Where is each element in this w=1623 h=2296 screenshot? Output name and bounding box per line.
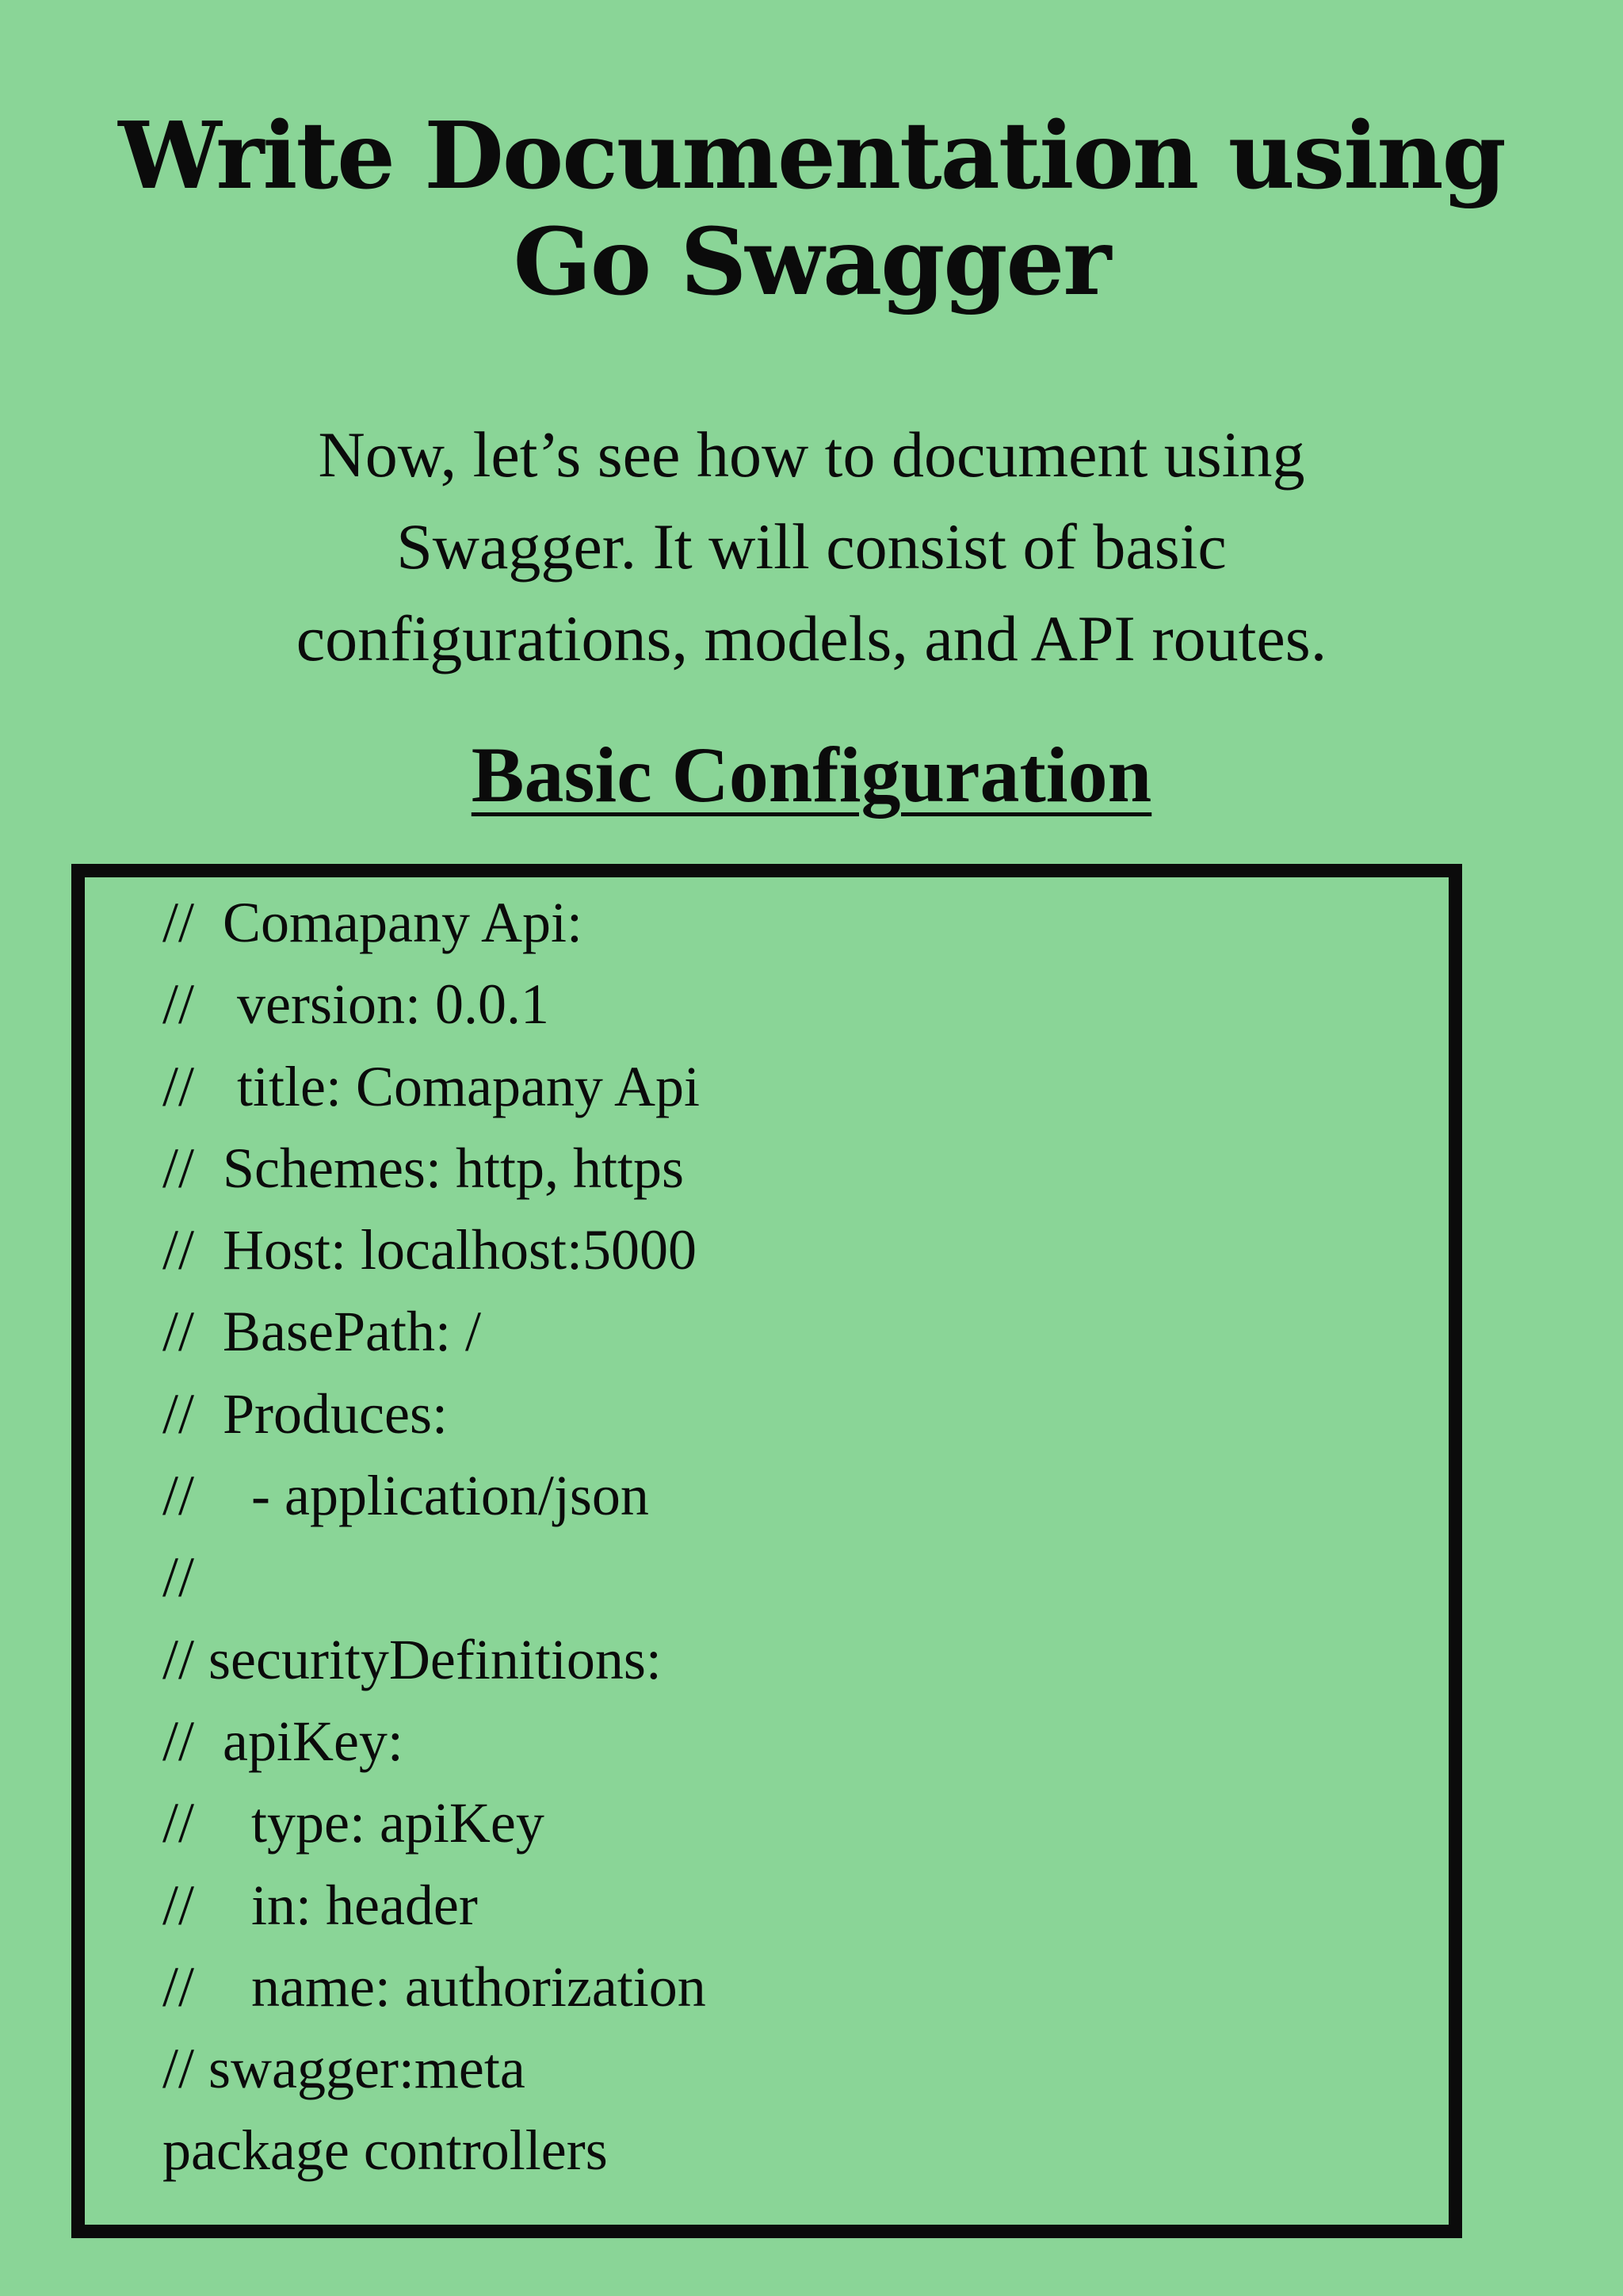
intro-line-3: configurations, models, and API routes.: [296, 602, 1327, 674]
code-line: // Schemes: http, https: [162, 1136, 684, 1200]
code-line: // BasePath: /: [162, 1300, 481, 1364]
intro-line-1: Now, let’s see how to document using: [318, 418, 1305, 491]
code-line: package controllers: [162, 2118, 608, 2183]
code-block: [162, 882, 706, 2192]
code-line: // securityDefinitions:: [162, 1627, 662, 1691]
intro-paragraph: [178, 409, 1445, 685]
intro-line-2: Swagger. It will consist of basic: [396, 510, 1227, 583]
page-title: [0, 103, 1623, 315]
code-line: // in: header: [162, 1873, 478, 1937]
code-line: // swagger:meta: [162, 2037, 525, 2101]
code-line: // name: authorization: [162, 1954, 706, 2019]
code-line: //: [162, 1545, 195, 1610]
code-line: // title: Comapany Api: [162, 1054, 700, 1118]
code-line: // Host: localhost:5000: [162, 1218, 697, 1282]
code-line: // version: 0.0.1: [162, 972, 549, 1037]
code-line: // - application/json: [162, 1464, 649, 1528]
code-line: // apiKey:: [162, 1709, 403, 1773]
section-heading: Basic Configuration: [471, 731, 1152, 819]
code-line: // Comapany Api:: [162, 891, 582, 954]
code-line: // type: apiKey: [162, 1791, 544, 1855]
title-line-1: Write Documentation using: [118, 102, 1505, 210]
code-line: // Produces:: [162, 1381, 448, 1446]
title-line-2: Go Swagger: [513, 208, 1110, 316]
